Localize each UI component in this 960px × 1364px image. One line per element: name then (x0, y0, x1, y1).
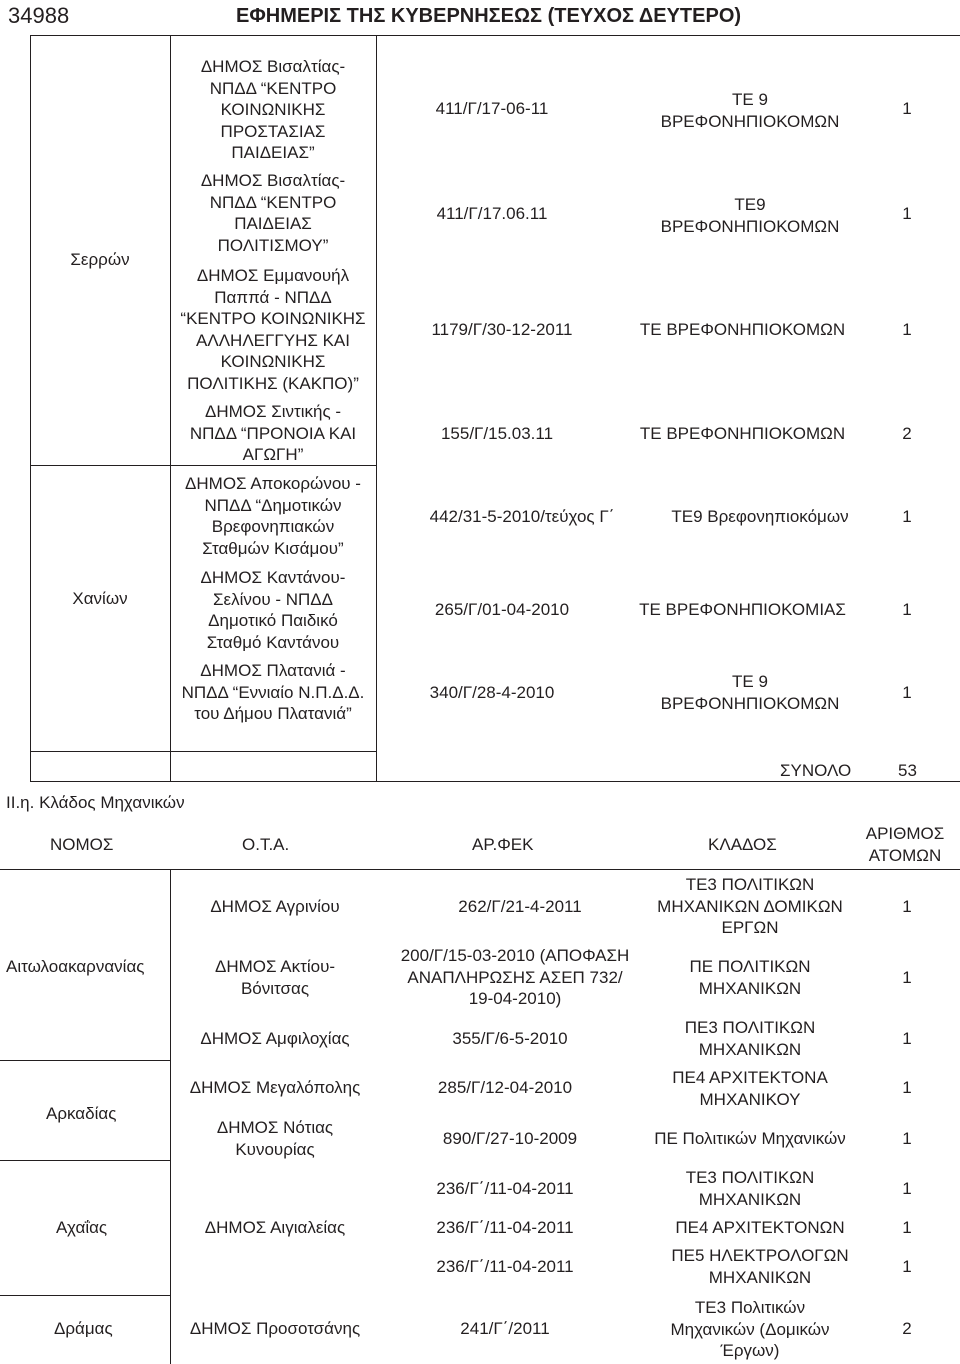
table2-fek-cell: 285/Γ/12-04-2010 (437, 1078, 573, 1097)
table2-fek-cell: 890/Γ/27-10-2009 (442, 1129, 578, 1148)
table1-klados-cell: ΤΕ 9 ΒΡΕΦΟΝΗΠΙΟΚΟΜΩΝ (660, 90, 840, 131)
table2-count-cell: 1 (902, 1179, 912, 1198)
table1-col-divider-1 (170, 35, 171, 782)
table2-row-divider-aitol (0, 1060, 170, 1061)
table1-count-cell: 1 (902, 600, 912, 619)
table2-ota-cell: ΔΗΜΟΣ Προσοτσάνης (189, 1319, 361, 1338)
table2-fek-cell: 200/Γ/15-03-2010 (ΑΠΟΦΑΣΗ ΑΝΑΠΛΗΡΩΣΗΣ ΑΣΕΠ 732/ 19-04-2010) (400, 946, 630, 1008)
table2-klados-cell: ΠΕ3 ΠΟΛΙΤΙΚΩΝ ΜΗΧΑΝΙΚΩΝ (684, 1018, 816, 1059)
table1-col-divider-2 (376, 35, 377, 782)
table1-klados-cell: ΤΕ 9 ΒΡΕΦΟΝΗΠΙΟΚΟΜΩΝ (660, 672, 840, 713)
table1-count-cell: 1 (902, 204, 912, 223)
page-number: 34988 (8, 3, 70, 28)
table1-ota-cell: ΔΗΜΟΣ Αποκορώνου - ΝΠΔΔ “Δημοτικών Βρεφονηπιακών Σταθμών Κισάμου” (185, 474, 361, 558)
table2-nomos: Αχαΐας (56, 1218, 108, 1237)
table2-header-ota: Ο.Τ.Α. (242, 835, 290, 854)
table2-count-cell: 1 (902, 1129, 912, 1148)
table1-klados-cell: ΤΕ ΒΡΕΦΟΝΗΠΙΟΚΟΜΙΑΣ (639, 600, 846, 619)
table2-fek-cell: 241/Γ΄/2011 (460, 1319, 550, 1338)
table2-klados-cell: ΠΕ4 ΑΡΧΙΤΕΚΤΟΝΑ ΜΗΧΑΝΙΚΟΥ (672, 1068, 828, 1109)
table1-ota-cell: ΔΗΜΟΣ Εμμανουήλ Παππά - ΝΠΔΔ “ΚΕΝΤΡΟ ΚΟΙΝΩΝΙΚΗΣ ΑΛΛΗΛΕΓΓΥΗΣ ΚΑΙ ΚΟΙΝΩΝΙΚΗΣ ΠΟΛΙΤΙΚΗΣ (ΚΑΚΠΟ)” (180, 266, 366, 393)
table1-ota-cell: ΔΗΜΟΣ Σιντικής - ΝΠΔΔ “ΠΡΟΝΟΙΑ ΚΑΙ ΑΓΩΓΗ” (189, 402, 357, 464)
table1-klados-cell: ΤΕ ΒΡΕΦΟΝΗΠΙΟΚΟΜΩΝ (639, 424, 846, 443)
table2-klados-cell: ΤΕ3 Πολιτικών Μηχανικών (Δομικών Έργων) (670, 1298, 830, 1360)
table2-ota-cell: ΔΗΜΟΣ Αγρινίου (210, 897, 340, 916)
table2-ota-cell: ΔΗΜΟΣ Μεγαλόπολης (189, 1078, 361, 1097)
table2-count-cell: 1 (902, 968, 912, 987)
table2-count-cell: 1 (902, 1218, 912, 1237)
table2-ota-cell: ΔΗΜΟΣ Ακτίου- Βόνιτσας (214, 957, 336, 998)
total-value: 53 (898, 761, 917, 780)
total-label: ΣΥΝΟΛΟ (780, 761, 852, 780)
table2-klados-cell: ΠΕ5 ΗΛΕΚΤΡΟΛΟΓΩΝ ΜΗΧΑΝΙΚΩΝ (671, 1246, 849, 1287)
table2-nomos: Αρκαδίας (46, 1104, 117, 1123)
table2-fek-cell: 236/Γ΄/11-04-2011 (436, 1257, 574, 1276)
table2-row-divider-arkad (0, 1160, 170, 1161)
table1-fek-cell: 340/Γ/28-4-2010 (429, 683, 555, 702)
table2-header-fek: ΑΡ.ΦΕΚ (472, 835, 534, 854)
table2-klados-cell: ΤΕ3 ΠΟΛΙΤΙΚΩΝ ΜΗΧΑΝΙΚΩΝ ΔΟΜΙΚΩΝ ΕΡΓΩΝ (657, 875, 843, 937)
table1-klados-cell: ΤΕ9 ΒΡΕΦΟΝΗΠΙΟΚΟΜΩΝ (660, 195, 840, 236)
table2-header-bottom-rule (0, 869, 960, 870)
table1-fek-cell: 411/Γ/17-06-11 (435, 99, 549, 118)
table2-ota-cell: ΔΗΜΟΣ Αιγιαλείας (204, 1218, 346, 1237)
table2-count-cell: 2 (902, 1319, 912, 1338)
table1-nomos-chanion: Χανίων (72, 589, 128, 608)
table2-header-klados: ΚΛΑΔΟΣ (708, 835, 777, 854)
page-title: ΕΦΗΜΕΡΙΣ ΤΗΣ ΚΥΒΕΡΝΗΣΕΩΣ (ΤΕΥΧΟΣ ΔΕΥΤΕΡΟ) (236, 5, 742, 27)
table2-count-cell: 1 (902, 1029, 912, 1048)
table2-fek-cell: 262/Γ/21-4-2011 (458, 897, 582, 916)
table2-klados-cell: ΠΕ ΠΟΛΙΤΙΚΩΝ ΜΗΧΑΝΙΚΩΝ (689, 957, 811, 998)
table1-count-cell: 1 (902, 507, 912, 526)
table2-klados-cell: ΠΕ4 ΑΡΧΙΤΕΚΤΟΝΩΝ (675, 1218, 845, 1237)
table2-col-divider-1 (170, 869, 171, 1364)
table1-nomos-serron: Σερρών (70, 250, 130, 269)
table2-row-divider-achaia (0, 1295, 170, 1296)
table1-row-divider-total (30, 751, 376, 752)
table2-header-count: ΑΡΙΘΜΟΣ ΑΤΟΜΩΝ (865, 824, 945, 865)
table1-klados-cell: ΤΕ9 Βρεφονηπιοκόμων (671, 507, 849, 526)
table2-ota-cell: ΔΗΜΟΣ Νότιας Κυνουρίας (216, 1118, 334, 1159)
table1-fek-cell: 155/Γ/15.03.11 (440, 424, 554, 443)
table2-count-cell: 1 (902, 1078, 912, 1097)
table2-ota-cell: ΔΗΜΟΣ Αμφιλοχίας (200, 1029, 350, 1048)
table1-fek-cell: 1179/Γ/30-12-2011 (431, 320, 573, 339)
table1-klados-cell: ΤΕ ΒΡΕΦΟΝΗΠΙΟΚΟΜΩΝ (639, 320, 846, 339)
table1-ota-cell: ΔΗΜΟΣ Πλατανιά - ΝΠΔΔ “Εννιαίο Ν.Π.Δ.Δ. του Δήμου Πλατανιά” (181, 661, 365, 723)
table1-fek-cell: 442/31-5-2010/τεύχος Γ΄ (429, 507, 615, 526)
table2-fek-cell: 236/Γ΄/11-04-2011 (436, 1218, 574, 1237)
table1-count-cell: 1 (902, 99, 912, 118)
table2-fek-cell: 355/Γ/6-5-2010 (452, 1029, 568, 1048)
table2-fek-cell: 236/Γ΄/11-04-2011 (436, 1179, 574, 1198)
table1-fek-cell: 265/Γ/01-04-2010 (434, 600, 570, 619)
table1-fek-cell: 411/Γ/17.06.11 (436, 204, 548, 223)
table2-nomos: Αιτωλοακαρνανίας (6, 957, 145, 976)
table2-count-cell: 1 (902, 897, 912, 916)
section-title: ΙΙ.η. Κλάδος Μηχανικών (6, 793, 185, 812)
table2-klados-cell: ΤΕ3 ΠΟΛΙΤΙΚΩΝ ΜΗΧΑΝΙΚΩΝ (685, 1168, 815, 1209)
table1-ota-cell: ΔΗΜΟΣ Βισαλτίας- ΝΠΔΔ “ΚΕΝΤΡΟ ΠΑΙΔΕΙΑΣ ΠΟΛΙΤΙΣΜΟΥ” (200, 171, 346, 255)
table1-count-cell: 2 (902, 424, 912, 443)
table1-ota-cell: ΔΗΜΟΣ Καντάνου- Σελίνου - ΝΠΔΔ Δημοτικό Παιδικό Σταθμό Καντάνου (200, 568, 346, 652)
table2-header-nomos: ΝΟΜΟΣ (50, 835, 114, 854)
table1-count-cell: 1 (902, 683, 912, 702)
table1-count-cell: 1 (902, 320, 912, 339)
table2-klados-cell: ΠΕ Πολιτικών Μηχανικών (654, 1129, 846, 1148)
table1-ota-cell: ΔΗΜΟΣ Βισαλτίας- ΝΠΔΔ “ΚΕΝΤΡΟ ΚΟΙΝΩΝΙΚΗΣ ΠΡΟΣΤΑΣΙΑΣ ΠΑΙΔΕΙΑΣ” (200, 57, 346, 162)
table1-left-border (30, 35, 31, 782)
table2-count-cell: 1 (902, 1257, 912, 1276)
table2-nomos: Δράμας (54, 1319, 113, 1338)
